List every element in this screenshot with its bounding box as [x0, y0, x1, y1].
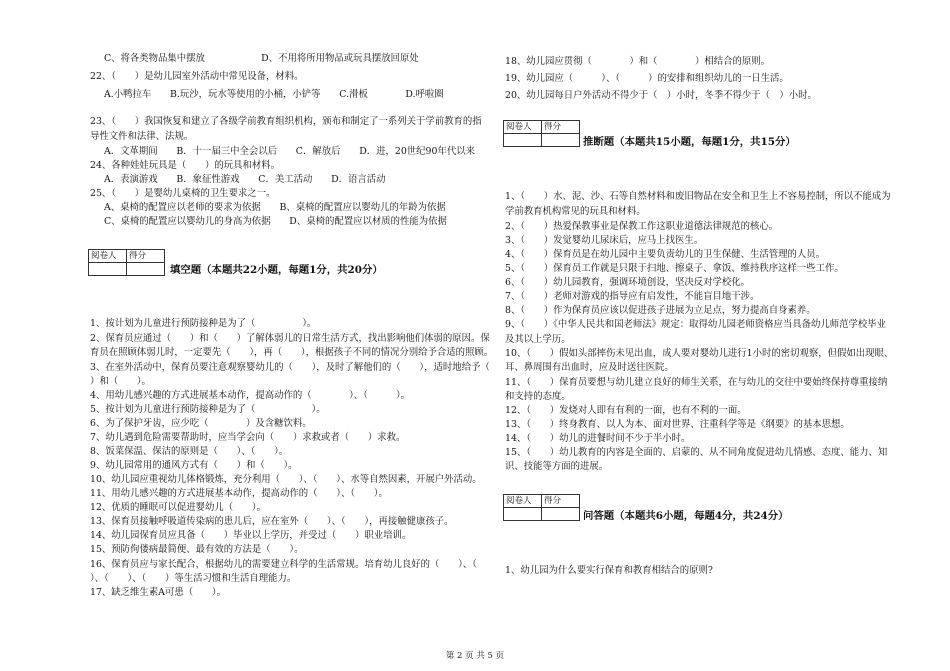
qa-line: 1、幼儿园为什么要实行保育和教育相结合的原则?	[505, 565, 713, 576]
section-title-judge: 推断题（本题共15小题，每题1分，共15分）	[583, 136, 796, 148]
mc-line: C、桌椅的配置应以婴幼儿的身高为依据 D、桌椅的配置应以材质的性能为依据	[104, 216, 447, 227]
fill-line: 14、幼儿园保育员应具备（ ）毕业以上学历，并受过（ ）职业培训。	[90, 530, 412, 541]
judge-line: 3、（ ）发觉婴幼儿尿床后，应马上找医生。	[505, 235, 704, 246]
mc-line: A.小鸭拉车 B.玩沙，玩水等使用的小桶，小铲等 C.滑板 D.呼啦圈	[104, 89, 444, 100]
fill-line: 17、缺乏维生素A可患（ ）。	[90, 587, 226, 598]
judge-line: 13、（ ）终身教育、以人为本、面对世界、注重科学等是《纲要》的基本思想。	[505, 419, 850, 430]
mc-line: 24、各种娃娃玩具是（ ）的玩具和材料。	[90, 160, 281, 171]
fill-line: 13、保育员接触呼吸道传染病的患儿后，应在室外（ ）、（ ），再接触健康孩子。	[90, 516, 454, 527]
fill-line: 6、为了保护牙齿，应少吃（ ）及含糖饮料。	[90, 418, 312, 429]
judge-line: 14、（ ）幼儿的进餐时间不少于半小时。	[505, 433, 691, 444]
reviewer-cell[interactable]	[504, 508, 542, 521]
fill-line: ）、（ ）、（ ）等生活习惯和生活自理能力。	[90, 573, 297, 584]
score-cell[interactable]	[127, 263, 165, 276]
section-title-qa: 问答题（本题共6小题，每题4分，共24分）	[583, 510, 789, 522]
mc-line: 22、（ ）是幼儿园室外活动中常见设备，材料。	[90, 71, 304, 82]
fill-line: 10、幼儿园应重视幼儿体格锻炼，充分利用（ ）、（ ）、水等自然因素，开展户外活动。	[90, 474, 482, 485]
judge-line: 12、（ ）发烧对人即有有利的一面，也有不利的一面。	[505, 405, 747, 416]
judge-line: 10、（ ）假如头部摔伤未见出血，成人要对婴幼儿进行1小时的密切观察，但假如出现眼、	[505, 348, 894, 359]
reviewer-cell[interactable]	[89, 263, 127, 276]
fill-line: 20、幼儿园每日户外活动不得少于（ ）小时，冬季不得少于（ ）小时。	[505, 90, 817, 101]
fill-line: 15、预防佝偻病最简便、最有效的方法是（ ）。	[90, 544, 304, 555]
mc-line: 23、（ ）我国恢复和建立了各级学前教育组织机构，颁布和制定了一系列关于学前教育的指	[90, 116, 482, 127]
fill-line: 11、用幼儿感兴趣的方式进展基本动作，提高动作的（ ）、（ ）。	[90, 488, 388, 499]
fill-line: 9、幼儿园常用的通风方式有（ ）和（ ）。	[90, 460, 298, 471]
score-label: 得分	[127, 250, 165, 263]
fill-line: 16、保育员应与家长配合，根据幼儿的需要建立科学的生活常规。培育幼儿良好的（ ）、（	[90, 559, 477, 570]
judge-line: 11、（ ）保育员要想与幼儿建立良好的师生关系，在与幼儿的交往中要始终保持尊重接纳	[505, 377, 888, 388]
section-title-fill: 填空题（本题共22小题，每题1分，共20分）	[170, 264, 383, 276]
judge-line: 1、（ ）水、泥、沙、石等自然材料和废旧物品在安全和卫生上不容易控制，所以不能成为	[505, 191, 891, 202]
fill-line: 5、按计划为儿童进行预防接种是为了（ ）。	[90, 404, 326, 415]
mc-line: A、桌椅的配置应以老师的要求为依据 B、桌椅的配置应以婴幼儿的年龄为依据	[104, 202, 446, 213]
judge-line: 耳、鼻周围有出血时，应及时送往医院。	[505, 362, 674, 373]
judge-line: 学前教育机构常见的玩具和材料。	[505, 206, 646, 217]
fill-line: 2、保育员应通过（ ）和（ ）了解体弱儿的日常生活方式，找出影响他们体弱的原因。保	[90, 333, 490, 344]
mc-line: 导性文件和法律、法规。	[90, 131, 194, 142]
mc-line: A．表演游戏 B．象征性游戏 C．美工活动 D．语言活动	[104, 174, 386, 185]
judge-line: 4、（ ）保育员是在幼儿园中主要负责幼儿的卫生保健、生活管理的人员。	[505, 249, 826, 260]
score-label: 得分	[542, 121, 580, 134]
judge-line: 及其以上学历。	[505, 334, 571, 345]
score-label: 得分	[542, 495, 580, 508]
fill-line: 育员在照顾体弱儿时，一定要先（ ），再（ ），根据孩子不同的情况分别给予合适的照顾。	[90, 347, 494, 358]
fill-line: 4、用幼儿感兴趣的方式进展基本动作，提高动作的（ ）、（ ）。	[90, 390, 411, 401]
judge-line: 9、（ ）《中华人民共和国老师法》规定：取得幼儿园老师资格应当具备幼儿师范学校毕业	[505, 319, 886, 330]
reviewer-label: 阅卷人	[89, 250, 127, 263]
judge-line: 5、（ ）保育员工作就是只限于扫地、擦桌子、拿饭、维持秩序这样一些工作。	[505, 263, 844, 274]
fill-line: 1、按计划为儿童进行预防接种是为了（ ）。	[90, 318, 317, 329]
reviewer-label: 阅卷人	[504, 121, 542, 134]
judge-line: 7、（ ）老师对游戏的指导应有启发性，不能盲目地干涉。	[505, 291, 760, 302]
fill-line: 3、在室外活动中，保育员要注意观察婴幼儿的（ ），及时了解他们的（ ），适时地给予（	[90, 362, 490, 373]
judge-line: 识、技能等方面的进展。	[505, 461, 609, 472]
judge-line: 2、（ ）热爱保教事业是保教工作这职业道德法律规范的核心。	[505, 221, 779, 232]
fill-line: 8、饭菜保温、保洁的原则是（ ）、（ ）。	[90, 446, 289, 457]
reviewer-label: 阅卷人	[504, 495, 542, 508]
score-cell[interactable]	[542, 508, 580, 521]
fill-line: ）和（ ）。	[90, 376, 151, 387]
judge-line: 和支持的态度。	[505, 391, 571, 402]
judge-line: 8、（ ）作为保育员应该以促进孩子进展为立足点，努力提高自身素养。	[505, 305, 816, 316]
mc-line: 25、（ ）是婴幼儿桌椅的卫生要求之一。	[90, 188, 276, 199]
score-cell[interactable]	[542, 134, 580, 147]
fill-line: 12、优质的睡眠可以促进婴幼儿（ ）。	[90, 502, 266, 513]
judge-line: 6、（ ）幼儿园教育，强调环境创设，坚决反对学校化。	[505, 277, 751, 288]
reviewer-cell[interactable]	[504, 134, 542, 147]
fill-line: 7、幼儿遇到危险需要帮助时，应当学会向（ ）求救或者（ ）求救。	[90, 432, 406, 443]
fill-line: 19、幼儿园应（ ）、（ ）的安排和组织幼儿的一日生活。	[505, 73, 789, 84]
score-box	[503, 494, 580, 521]
mc-line: A．文革期间 B．十一届三中全会以后 C．解放后 D．进，20世纪90年代以来	[104, 146, 475, 157]
page-footer: 第 2 页 共 5 页	[445, 651, 505, 661]
mc-line: C、将各类物品集中摆放 D、不用将所用物品或玩具摆放回原处	[104, 53, 419, 64]
score-box	[503, 120, 580, 147]
fill-line: 18、幼儿园应贯彻（ ）和（ ）相结合的原则。	[505, 56, 771, 67]
score-box	[88, 249, 165, 276]
judge-line: 15、（ ）幼儿教育的内容是全面的、启蒙的、从不同角度促进幼儿情感、态度、能力、知	[505, 447, 888, 458]
